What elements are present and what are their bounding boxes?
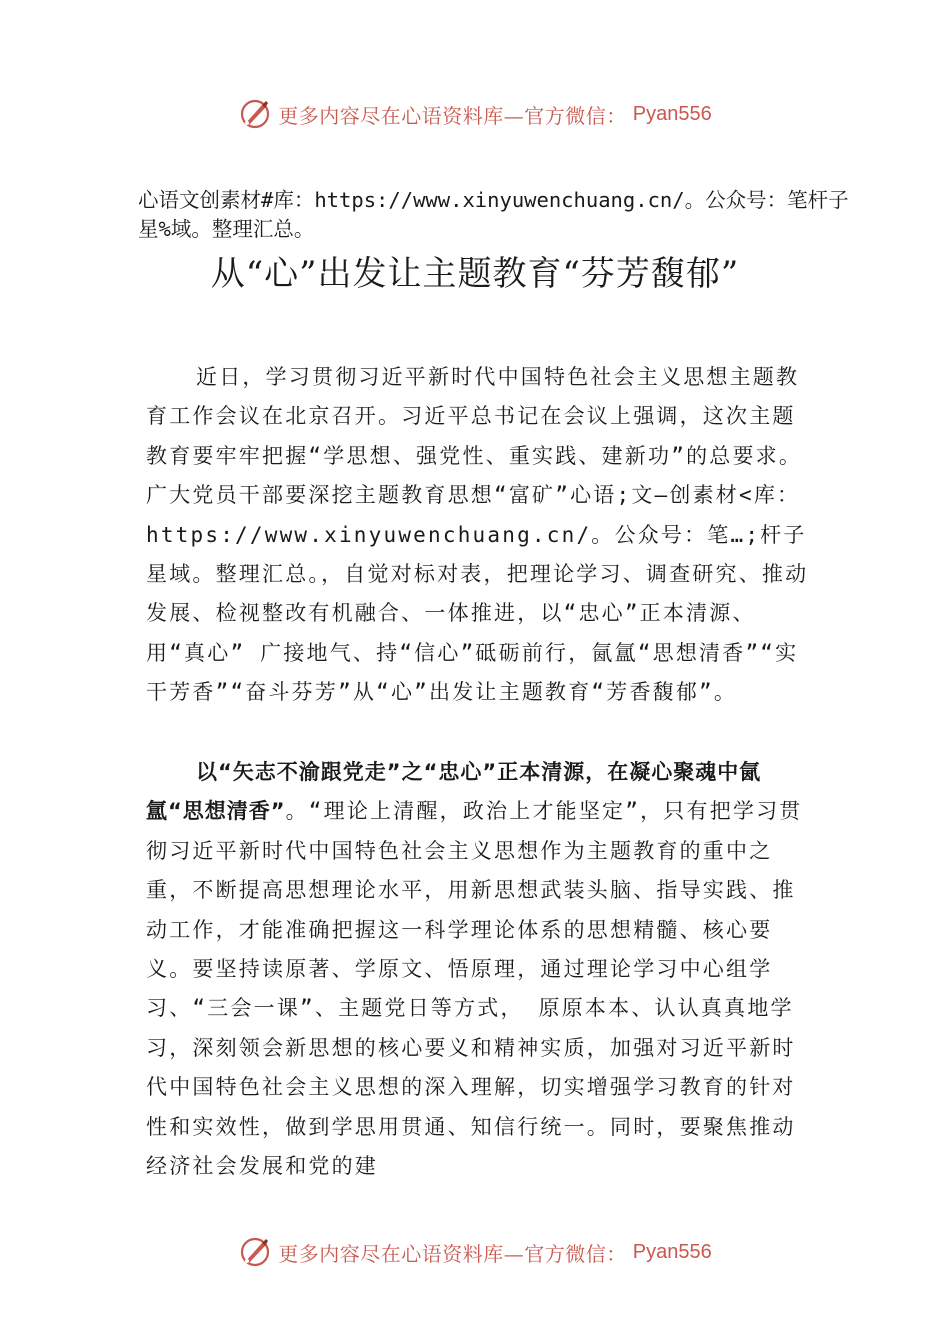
paragraph-2-lead: 以“矢志不渝跟党走”之“忠心”正本清源，在凝心聚魂中氤氲“思想清香” bbox=[146, 760, 762, 824]
footer-banner bbox=[0, 1232, 950, 1272]
paragraph-2 bbox=[146, 753, 814, 1186]
header-banner bbox=[0, 94, 950, 134]
pen-logo-icon bbox=[238, 1235, 272, 1269]
page-title: 从“心”出发让主题教育“芬芳馥郁” bbox=[210, 254, 740, 294]
paragraph-2-body: 。“理论上清醒，政治上才能坚定”，只有把学习贯彻习近平新时代中国特色社会主义思想作为主题教育的重中之重，不断提高思想理论水平，用新思想武装头脑、指导实践、推动工作，才能准确把握这一科学理论体系的思想精髓、核心要义。要坚持读原著、学原文、悟原理，通过理论学习中心组学习、“三会一课”、主题党日等方式， 原原本本、认认真真地学习，深刻领会新思想的核心要义和精神实质，加强对习近平新时代中国特色社会主义思想的深入理解，切实增强学习教育的针对性和实效性，做到学思用贯通、知信行统一。同时，要聚焦推动经济社会发展和党的建 bbox=[146, 799, 803, 1179]
banner-wechat-id: Pyan556 bbox=[632, 1240, 712, 1263]
banner-text: 更多内容尽在心语资料库—官方微信： bbox=[278, 1241, 627, 1266]
banner-text: 更多内容尽在心语资料库—官方微信： bbox=[278, 103, 627, 128]
banner-wechat-id: Pyan556 bbox=[632, 102, 712, 125]
paragraph-1: 近日，学习贯彻习近平新时代中国特色社会主义思想主题教育工作会议在北京召开。习近平总书记在会议上强调，这次主题教育要牢牢把握“学思想、强党性、重实践、建新功”的总要求。广大党员干部要深挖主题教育思想“富矿”心语;文—创素材<库：https://www.xinyuwenchuang.cn/。公众号：笔…;杆子星域。整理汇总。，自觉对标对表，把理论学习、调查研究、推动发展、检视整改有机融合、一体推进，以“忠心”正本清源、用“真心” 广接地气、持“信心”砥砺前行，氤氲“思想清香”“实干芳香”“奋斗芬芳”从“心”出发让主题教育“芳香馥郁”。 bbox=[146, 365, 809, 705]
pen-logo-icon bbox=[238, 97, 272, 131]
source-note: 心语文创素材#库：https://www.xinyuwenchuang.cn/。公众号：笔杆子星%域。整理汇总。 bbox=[138, 188, 849, 241]
